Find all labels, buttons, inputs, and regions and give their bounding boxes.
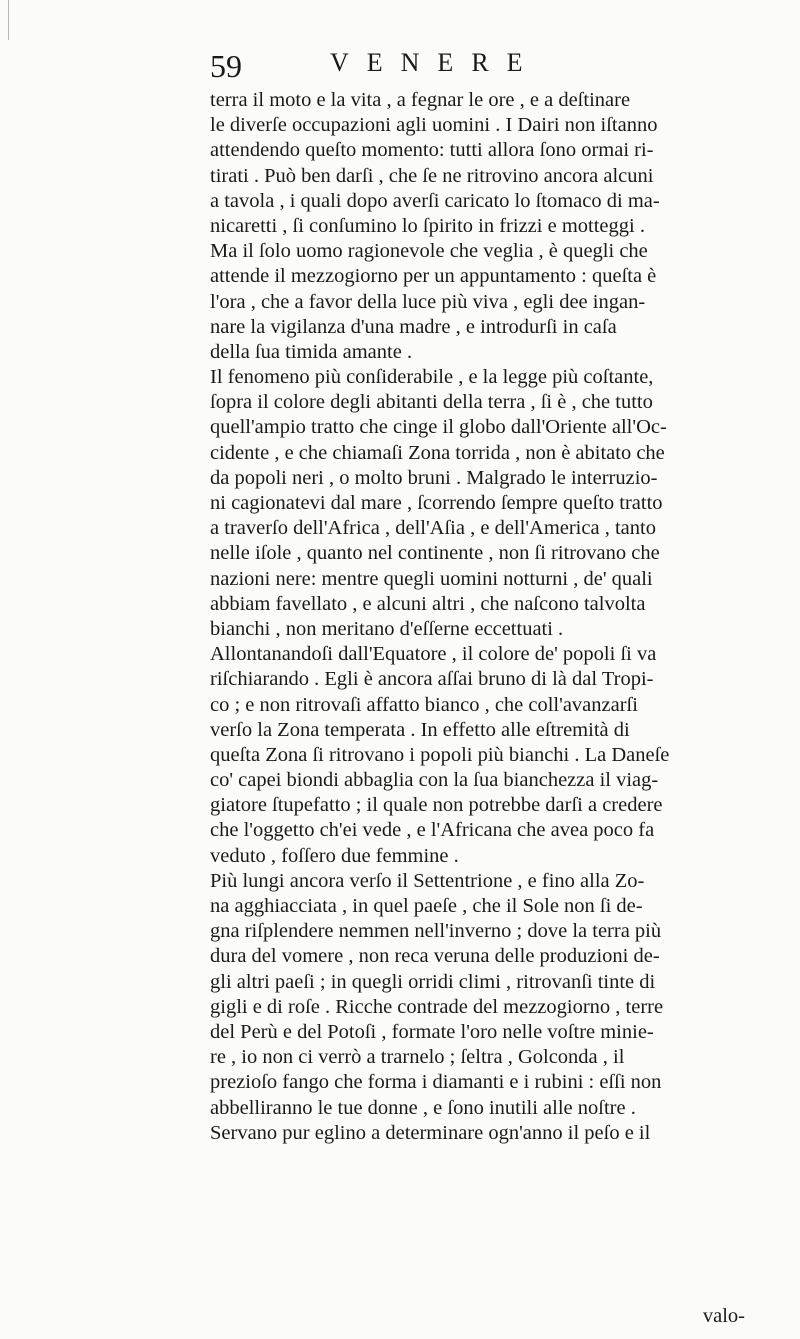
text-line: nicaretti , ſi conſumino lo ſpirito in frizzi e motteggi . bbox=[210, 214, 645, 237]
text-line: gigli e di roſe . Ricche contrade del mezzogiorno , terre bbox=[210, 995, 664, 1018]
text-line: prezioſo fango che forma i diamanti e i rubini : eſſi non bbox=[210, 1071, 662, 1094]
text-line: quell'ampio tratto che cinge il globo dall'Oriente all'Oc- bbox=[210, 416, 667, 439]
page-edge-line bbox=[8, 0, 9, 40]
text-line: nazioni nere: mentre quegli uomini notturni , de' quali bbox=[210, 567, 653, 590]
running-title: VENERE bbox=[330, 48, 541, 77]
page-header bbox=[210, 48, 730, 88]
text-line: attende il mezzogiorno per un appuntamento : queſta è bbox=[210, 265, 657, 288]
text-line: ſopra il colore degli abitanti della terra , ſi è , che tutto bbox=[210, 391, 653, 414]
text-line: attendendo queſto momento: tutti allora ſono ormai ri- bbox=[210, 139, 654, 162]
body-text bbox=[210, 88, 730, 1146]
text-line: abbiam favellato , e alcuni altri , che naſcono talvolta bbox=[210, 592, 646, 615]
text-line: terra il moto e la vita , a fegnar le ore , e a deſtinare bbox=[210, 89, 631, 111]
page-number: 59 bbox=[210, 48, 242, 84]
text-line: giatore ſtupefatto ; il quale non potrebbe darſi a credere bbox=[210, 794, 663, 817]
text-line: na agghiacciata , in quel paeſe , che il Sole non ſi de- bbox=[210, 895, 643, 917]
catchword: valo- bbox=[702, 1305, 745, 1327]
text-line: l'ora , che a favor della luce più viva , egli dee ingan- bbox=[210, 290, 646, 313]
text-line: Più lungi ancora verſo il Settentrione , e fino alla Zo- bbox=[210, 869, 645, 892]
text-line: le diverſe occupazioni agli uomini . I Dairi non iſtanno bbox=[210, 114, 658, 137]
text-line: Ma il ſolo uomo ragionevole che veglia , è quegli che bbox=[210, 240, 648, 263]
text-line: queſta Zona ſi ritrovano i popoli più bianchi . La Daneſe bbox=[210, 743, 670, 766]
text-line: abbelliranno le tue donne , e ſono inutili alle noſtre . bbox=[210, 1096, 636, 1119]
text-line: Il fenomeno più conſiderabile , e la legge più coſtante, bbox=[210, 366, 654, 389]
text-line: a traverſo dell'Africa , dell'Aſia , e dell'America , tanto bbox=[210, 517, 656, 540]
text-line: tirati . Può ben darſi , che ſe ne ritrovino ancora alcuni bbox=[210, 164, 654, 187]
text-line: Allontanandoſi dall'Equatore , il colore de' popoli ſi va bbox=[210, 643, 657, 666]
text-line: co' capei biondi abbaglia con la ſua bianchezza il viag- bbox=[210, 769, 659, 792]
text-line: gna riſplendere nemmen nell'inverno ; dove la terra più bbox=[210, 920, 662, 943]
text-line: della ſua timida amante . bbox=[210, 340, 413, 363]
text-line: nare la vigilanza d'una madre , e introdurſi in caſa bbox=[210, 315, 617, 338]
text-line: cidente , e che chiamaſi Zona torrida , non è abitato che bbox=[210, 441, 665, 464]
text-line: verſo la Zona temperata . In effetto alle eſtremità di bbox=[210, 718, 630, 741]
text-line: re , io non ci verrò a trarnelo ; ſeltra , Golconda , il bbox=[210, 1046, 625, 1069]
text-line: ni cagionatevi dal mare , ſcorrendo ſempre queſto tratto bbox=[210, 492, 663, 514]
text-line: Servano pur eglino a determinare ogn'anno il peſo e il bbox=[210, 1121, 651, 1144]
text-line: da popoli neri , o molto bruni . Malgrado le interruzio- bbox=[210, 466, 658, 489]
text-line: veduto , foſſero due femmine . bbox=[210, 844, 459, 867]
text-line: a tavola , i quali dopo averſi caricato lo ſtomaco di ma- bbox=[210, 189, 660, 212]
text-line: riſchiarando . Egli è ancora aſſai bruno di là dal Tropi- bbox=[210, 668, 654, 691]
text-line: dura del vomere , non reca veruna delle produzioni de- bbox=[210, 945, 660, 968]
text-line: gli altri paeſi ; in quegli orridi climi , ritrovanſi tinte di bbox=[210, 970, 656, 993]
text-line: bianchi , non meritano d'eſſerne eccettuati . bbox=[210, 617, 564, 640]
text-line: nelle iſole , quanto nel continente , non ſi ritrovano che bbox=[210, 542, 660, 565]
text-line: del Perù e del Potoſi , formate l'oro nelle voſtre minie- bbox=[210, 1020, 654, 1043]
text-line: co ; e non ritrovaſi affatto bianco , che coll'avanzarſi bbox=[210, 693, 638, 716]
text-line: che l'oggetto ch'ei vede , e l'Africana che avea poco fa bbox=[210, 819, 655, 842]
